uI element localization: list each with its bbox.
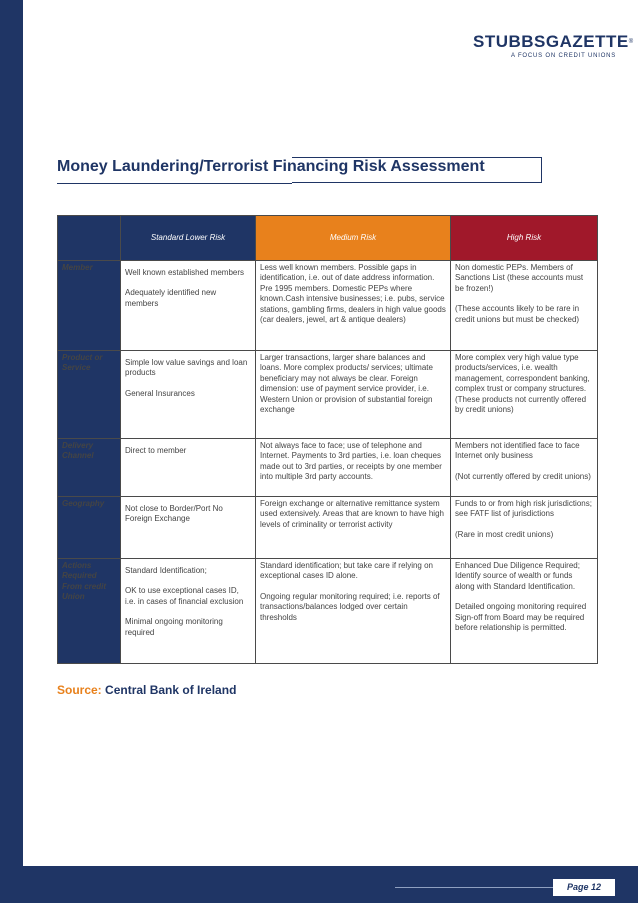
cell-text: (Not currently offered by credit unions) bbox=[455, 471, 591, 481]
footer-band bbox=[0, 866, 638, 903]
brand-tagline: A FOCUS ON CREDIT UNIONS bbox=[511, 53, 617, 59]
row-label-member: Member bbox=[58, 261, 121, 351]
source-text: Central Bank of Ireland bbox=[105, 683, 237, 697]
cell-low bbox=[121, 497, 256, 559]
row-label-delivery-channel: Delivery Channel bbox=[58, 439, 121, 497]
cell-text: Standard Identification; bbox=[125, 566, 207, 575]
page-number: Page 12 bbox=[553, 879, 615, 896]
cell-text: Detailed ongoing monitoring required Sign-off from Board may be required before relationship is permitted. bbox=[455, 602, 587, 633]
cell-text: Standard identification; but take care if relying on exceptional cases ID alone. bbox=[260, 561, 433, 581]
cell-medium bbox=[256, 497, 451, 559]
page-title: Money Laundering/Terrorist Financing Risk Assessment bbox=[57, 158, 485, 175]
cell-text: Foreign exchange or alternative remittance system used extensively. Areas that are known to have high levels of criminality or terrorist activity bbox=[260, 499, 444, 529]
brand-reg-mark: ® bbox=[628, 39, 634, 45]
cell-low bbox=[121, 351, 256, 439]
cell-medium bbox=[256, 261, 451, 351]
cell-text: Minimal ongoing monitoring required bbox=[125, 617, 223, 637]
source-note bbox=[57, 683, 236, 697]
row-label-product-service: Product or Service bbox=[58, 351, 121, 439]
cell-low bbox=[121, 439, 256, 497]
header-high-risk: High Risk bbox=[451, 216, 598, 261]
risk-assessment-table bbox=[57, 215, 598, 664]
cell-text: (These accounts likely to be rare in credit unions but must be checked) bbox=[455, 304, 580, 324]
row-label-geography: Geography bbox=[58, 497, 121, 559]
table-header-row bbox=[58, 216, 598, 261]
cell-text: Not always face to face; use of telephone and Internet. Payments to 3rd parties, i.e. loan cheques made out to 3rd parties, or receipts by one member into multiple 3rd party accounts. bbox=[260, 441, 442, 482]
table-row bbox=[58, 439, 598, 497]
cell-high bbox=[451, 351, 598, 439]
cell-text: Simple low value savings and loan products bbox=[125, 358, 248, 378]
cell-text: Funds to or from high risk jurisdictions; see FATF list of jurisdictions bbox=[455, 499, 592, 519]
cell-high bbox=[451, 559, 598, 664]
row-label-actions-required: Actions Required From credit Union bbox=[58, 559, 121, 664]
title-underline bbox=[57, 183, 292, 184]
cell-text: Not close to Border/Port No Foreign Exchange bbox=[125, 504, 223, 524]
cell-text: Non domestic PEPs. Members of Sanctions List (these accounts must be frozen!) bbox=[455, 263, 584, 293]
table-row bbox=[58, 497, 598, 559]
cell-text: Enhanced Due Diligence Required; Identify source of wealth or funds along with Standard Identification. bbox=[455, 561, 580, 591]
title-frame bbox=[292, 157, 542, 183]
cell-text: General Insurances bbox=[125, 388, 195, 398]
cell-medium bbox=[256, 439, 451, 497]
cell-text: Well known established members bbox=[125, 268, 245, 277]
header-low-risk: Standard Lower Risk bbox=[121, 216, 256, 261]
brand-name: STUBBSGAZETTE bbox=[473, 32, 629, 51]
cell-text: Direct to member bbox=[125, 446, 187, 455]
footer-rule bbox=[395, 887, 555, 888]
left-accent-bar bbox=[0, 0, 23, 903]
cell-text: Ongoing regular monitoring required; i.e. reports of transactions/balances lodged over certain thresholds bbox=[260, 591, 440, 622]
table-row bbox=[58, 261, 598, 351]
cell-text: Members not identified face to face Internet only business bbox=[455, 441, 580, 461]
cell-high bbox=[451, 439, 598, 497]
cell-text: Less well known members. Possible gaps in identification, i.e. out of date address information. Pre 1995 members. Domestic PEPs where known.Cash intensive businesses; i.e. pubs, service stations, gambling firms, dealers in high value goods (car dealers, jewel, art & antique dealers) bbox=[260, 263, 446, 325]
cell-high bbox=[451, 497, 598, 559]
cell-medium bbox=[256, 351, 451, 439]
cell-text: Larger transactions, larger share balances and loans. More complex products/ services; ultimate beneficiary may not always be clear. Foreign dimension: use of payment service provider, i.e. Western Union or provision of substantial foreign exchange bbox=[260, 353, 433, 415]
cell-text: Adequately identified new members bbox=[125, 288, 217, 308]
header-medium-risk: Medium Risk bbox=[256, 216, 451, 261]
brand-logo bbox=[473, 32, 634, 59]
cell-text: (Rare in most credit unions) bbox=[455, 529, 554, 539]
source-label: Source: bbox=[57, 683, 102, 697]
header-corner bbox=[58, 216, 121, 261]
table-row bbox=[58, 351, 598, 439]
cell-text: OK to use exceptional cases ID, i.e. in cases of financial exclusion bbox=[125, 586, 244, 606]
table-row bbox=[58, 559, 598, 664]
cell-low bbox=[121, 559, 256, 664]
cell-low bbox=[121, 261, 256, 351]
cell-medium bbox=[256, 559, 451, 664]
cell-high bbox=[451, 261, 598, 351]
cell-text: More complex very high value type products/services, i.e. wealth management, correspondent banking, complex trust or company structures. (These products not currently offered by credit unions) bbox=[455, 353, 590, 415]
